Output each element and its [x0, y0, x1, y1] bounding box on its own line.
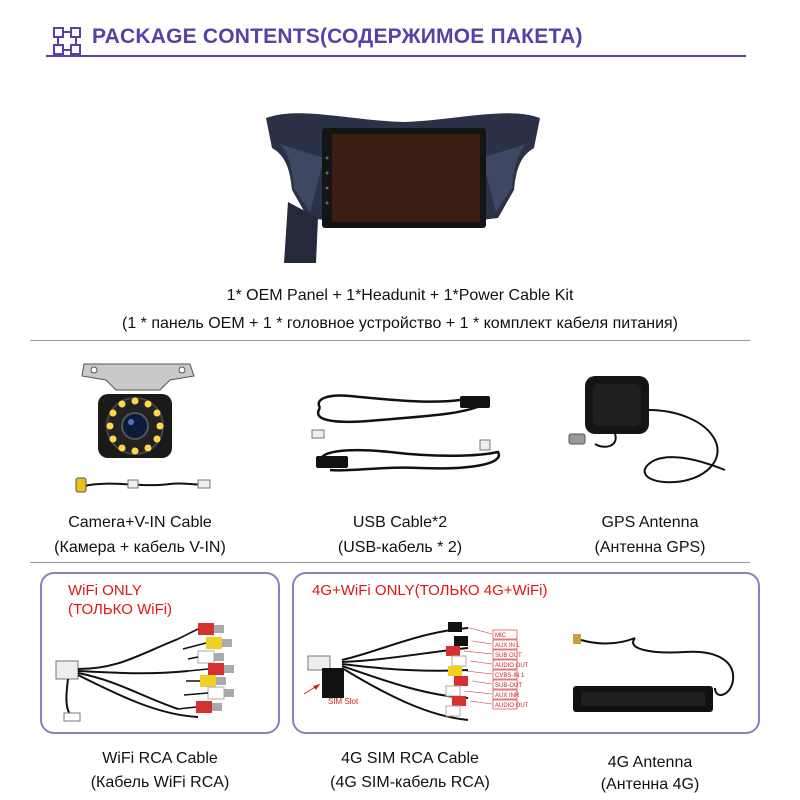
section-divider [30, 562, 750, 563]
4g-antenna-label-en: 4G Antenna [607, 754, 693, 771]
cable-tag: MIC [495, 633, 506, 639]
camera-label-ru: (Камера + кабель V-IN) [54, 539, 226, 556]
cable-tag: AUDIO OUT [495, 663, 529, 669]
wifi-rca-cable-image [48, 615, 272, 730]
gps-label-ru: (Антенна GPS) [594, 539, 706, 556]
main-caption-ru: (1 * панель OEM + 1 * головное устройство + 1 * комплект кабеля питания) [121, 315, 678, 332]
cable-tag: CVBS-IN 1 [495, 673, 525, 679]
gps-antenna-image [565, 370, 735, 500]
wifi-rca-label-ru: (Кабель WiFi RCA) [90, 774, 230, 791]
section-divider [30, 340, 750, 341]
cable-tag: SUB-OUT [495, 683, 522, 689]
cable-tag: AUX INR [495, 693, 520, 699]
sim-slot-label: SIM Slot [328, 697, 359, 706]
usb-cable-image [310, 380, 510, 490]
wifi-rca-label-en: WiFi RCA Cable [102, 750, 218, 767]
4g-sim-rca-cable-image [298, 612, 533, 732]
header-divider [46, 55, 746, 57]
wifi-only-label-ru: (ТОЛЬКО WiFi) [68, 601, 173, 618]
gps-label-en: GPS Antenna [601, 514, 699, 531]
4g-sim-rca-label-en: 4G SIM RCA Cable [341, 750, 479, 767]
4g-sim-rca-label-ru: (4G SIM-кабель RCA) [330, 774, 490, 791]
cable-tag: AUX IN L [495, 643, 521, 649]
4g-wifi-only-label: 4G+WiFi ONLY(ТОЛЬКО 4G+WiFi) [312, 582, 548, 599]
camera-vin-cable-image [70, 350, 220, 500]
camera-label-en: Camera+V-IN Cable [68, 514, 212, 531]
usb-label-en: USB Cable*2 [352, 514, 448, 531]
main-caption-en: 1* OEM Panel + 1*Headunit + 1*Power Cable Kit [226, 287, 574, 304]
wifi-only-label: WiFi ONLY [68, 582, 142, 599]
page-title: PACKAGE CONTENTS(СОДЕРЖИМОЕ ПАКЕТА) [92, 25, 583, 48]
4g-antenna-image [565, 630, 745, 720]
usb-label-ru: (USB-кабель * 2) [337, 539, 463, 556]
cable-tag: SUB OUT [495, 653, 522, 659]
cable-tag: AUDIO OUT [495, 703, 529, 709]
4g-antenna-label-ru: (Антенна 4G) [600, 776, 700, 793]
grid-network-icon [52, 26, 82, 56]
headunit-panel-image [258, 98, 548, 263]
